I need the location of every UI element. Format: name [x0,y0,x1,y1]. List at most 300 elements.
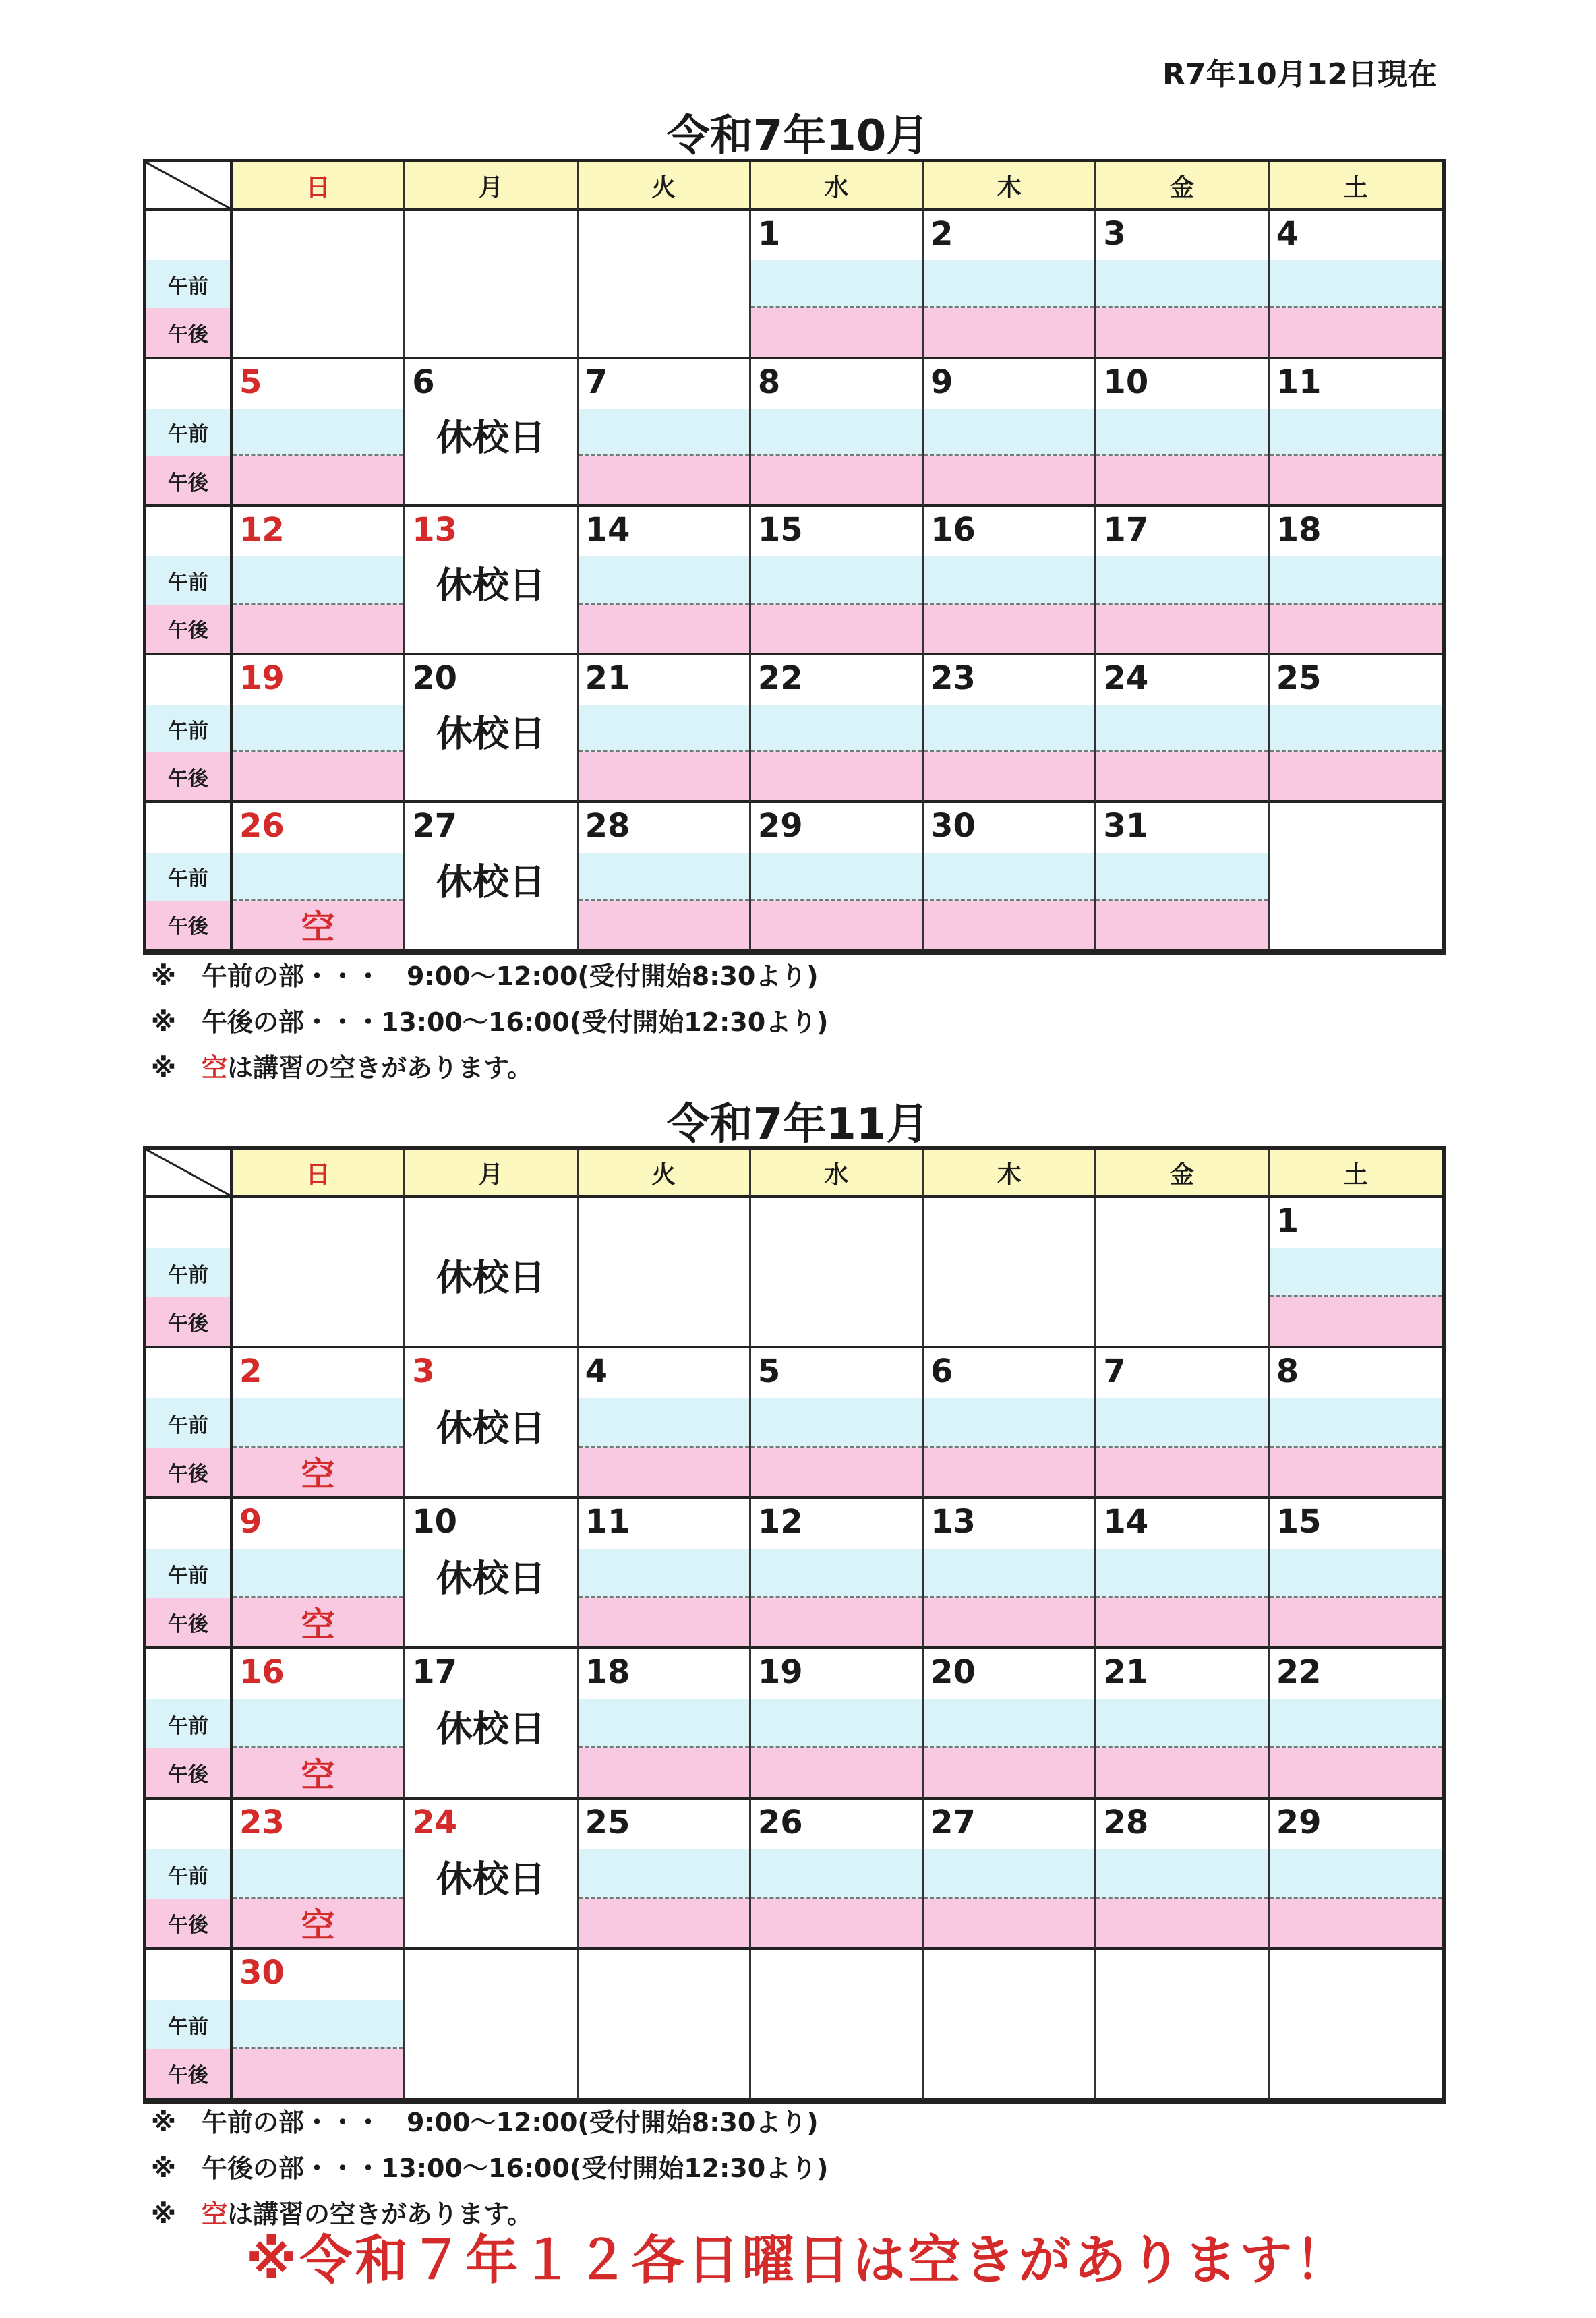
pm-label: 午後 [146,2049,230,2098]
pm-slot [579,456,749,504]
am-slot [751,1849,922,1898]
session-label [146,359,233,508]
day-cell [233,1649,405,1800]
am-slot [751,1549,922,1597]
empty-cell [1096,1198,1269,1348]
session-label [146,803,233,951]
day-number: 20 [412,659,458,697]
am-slot [751,409,922,456]
am-slot [924,1549,1094,1597]
day-number: 24 [412,1804,458,1841]
day-cell [579,1800,751,1950]
weekday-header: 土 [1270,162,1442,211]
day-cell [579,655,751,804]
day-cell [405,1499,578,1649]
am-label: 午前 [146,1248,230,1299]
day-number: 2 [239,1353,262,1390]
pm-slot [924,308,1094,356]
day-cell [579,1649,751,1800]
day-cell [751,1649,924,1800]
corner-cell [146,162,233,211]
pm-slot [924,752,1094,800]
day-cell [751,211,924,359]
am-slot [751,705,922,752]
pm-slot [1270,1748,1442,1797]
day-number: 1 [1276,1202,1299,1240]
am-label: 午前 [146,1398,230,1449]
day-cell [924,803,1096,951]
weekday-header: 月 [405,162,578,211]
am-slot [1096,409,1267,456]
day-cell [1270,211,1442,359]
day-number: 14 [585,511,630,549]
day-cell [1096,211,1269,359]
day-number: 8 [1276,1353,1299,1390]
weekday-header: 火 [579,1150,751,1198]
day-cell [924,211,1096,359]
weekday-header: 金 [1096,162,1269,211]
october-notes [151,953,829,1091]
day-number: 29 [1276,1804,1322,1841]
day-number: 16 [239,1653,285,1691]
am-slot [233,1549,403,1597]
pm-slot [579,901,749,949]
weekday-header: 水 [751,1150,924,1198]
am-slot [924,1699,1094,1748]
pm-slot [1270,1598,1442,1646]
am-slot [1270,409,1442,456]
pm-slot [579,605,749,653]
empty-cell [579,1950,751,2100]
day-number: 3 [1103,215,1126,253]
am-label: 午前 [146,260,230,310]
session-label [146,1499,233,1649]
day-number: 17 [1103,511,1149,549]
empty-cell [924,1198,1096,1348]
day-cell [579,507,751,655]
am-slot [233,1849,403,1898]
weekday-header: 金 [1096,1150,1269,1198]
available-mark: 空 [301,1605,335,1644]
day-cell [1096,507,1269,655]
pm-slot [1096,1448,1267,1496]
weekday-header: 土 [1270,1150,1442,1198]
day-number: 10 [1103,363,1149,401]
november-notes [151,2100,829,2237]
am-label: 午前 [146,1549,230,1599]
pm-label: 午後 [146,1448,230,1496]
day-number: 15 [757,511,803,549]
avail-note-word: 空 [201,1053,227,1083]
pm-slot [924,605,1094,653]
pm-slot [751,456,922,504]
pm-note: ※ 午後の部・・・13:00～16:00(受付開始12:30より) [151,1007,829,1037]
november-calendar [143,1146,1446,2104]
pm-slot [579,1598,749,1646]
pm-slot [1096,308,1267,356]
day-number: 22 [1276,1653,1322,1691]
am-slot [579,1398,749,1447]
am-label: 午前 [146,853,230,903]
day-cell [233,1499,405,1649]
weekday-header: 木 [924,1150,1096,1198]
day-cell [1270,1499,1442,1649]
am-slot [579,1699,749,1748]
empty-cell [579,1198,751,1348]
day-cell [405,1800,578,1950]
am-slot [924,556,1094,604]
pm-slot [751,308,922,356]
am-note: ※ 午前の部・・・ 9:00～12:00(受付開始8:30より) [151,961,819,991]
day-number: 23 [239,1804,285,1841]
empty-cell [233,1198,405,1348]
am-slot [1270,1248,1442,1297]
day-number: 5 [239,363,262,401]
day-number: 18 [585,1653,630,1691]
pm-slot [1096,1899,1267,1947]
day-number: 14 [1103,1503,1149,1541]
day-number: 2 [930,215,953,253]
empty-cell [924,1950,1096,2100]
october-calendar [143,159,1446,955]
day-number: 27 [930,1804,976,1841]
am-slot [924,260,1094,308]
session-label [146,211,233,359]
pm-slot [1096,752,1267,800]
day-cell [1096,1499,1269,1649]
day-cell [579,359,751,508]
am-slot [924,409,1094,456]
pm-slot [924,1899,1094,1947]
closed-day-label: 休校日 [436,1557,545,1600]
day-number: 4 [1276,215,1299,253]
avail-note-word: 空 [201,2199,227,2229]
day-number: 25 [1276,659,1322,697]
day-cell [751,1348,924,1499]
pm-slot [1270,308,1442,356]
day-number: 19 [757,1653,803,1691]
empty-cell [405,1950,578,2100]
am-slot [1096,705,1267,752]
empty-cell [751,1198,924,1348]
session-label [146,655,233,804]
pm-slot [233,456,403,504]
closed-day-label: 休校日 [436,712,545,755]
pm-label: 午後 [146,1297,230,1346]
day-cell [1096,655,1269,804]
pm-slot [1270,1899,1442,1947]
pm-slot [924,456,1094,504]
day-number: 7 [585,363,608,401]
avail-note-prefix: ※ [151,1053,202,1083]
day-number: 26 [239,807,285,845]
day-cell [924,655,1096,804]
day-cell [405,359,578,508]
am-slot [579,853,749,901]
day-cell [751,655,924,804]
day-number: 17 [412,1653,458,1691]
closed-day-label: 休校日 [436,1707,545,1750]
day-cell [405,655,578,804]
am-slot [751,853,922,901]
day-cell [579,1348,751,1499]
day-number: 21 [1103,1653,1149,1691]
day-number: 25 [585,1804,630,1841]
available-mark: 空 [301,1905,335,1945]
pm-slot [751,605,922,653]
am-label: 午前 [146,1849,230,1900]
pm-slot [1270,1448,1442,1496]
session-label [146,1198,233,1348]
october-title: 令和7年10月 [666,111,930,161]
am-note: ※ 午前の部・・・ 9:00～12:00(受付開始8:30より) [151,2108,819,2137]
pm-label: 午後 [146,1899,230,1947]
pm-slot [233,2049,403,2098]
day-number: 30 [239,1954,285,1992]
am-slot [233,409,403,456]
pm-slot [1096,456,1267,504]
closed-day-label: 休校日 [436,1858,545,1901]
day-number: 27 [412,807,458,845]
am-slot [579,409,749,456]
pm-label: 午後 [146,308,230,356]
day-number: 1 [757,215,781,253]
pm-slot [924,1598,1094,1646]
day-cell [1096,803,1269,951]
day-number: 21 [585,659,630,697]
pm-slot [1096,1598,1267,1646]
am-slot [1270,705,1442,752]
pm-slot [924,901,1094,949]
day-cell [1096,1649,1269,1800]
am-label: 午前 [146,409,230,458]
am-slot [1270,260,1442,308]
am-slot [1096,853,1267,901]
pm-label: 午後 [146,456,230,504]
day-number: 6 [412,363,435,401]
day-number: 5 [757,1353,781,1390]
am-slot [1270,1549,1442,1597]
pm-slot [751,1899,922,1947]
empty-cell [233,211,405,359]
day-cell [233,1348,405,1499]
day-cell [924,1348,1096,1499]
day-number: 22 [757,659,803,697]
day-number: 18 [1276,511,1322,549]
pm-slot [233,605,403,653]
day-number: 31 [1103,807,1149,845]
day-cell [405,803,578,951]
day-cell [1270,655,1442,804]
day-cell [1096,1348,1269,1499]
pm-slot [1270,605,1442,653]
day-number: 16 [930,511,976,549]
am-label: 午前 [146,2000,230,2050]
november-title: 令和7年11月 [666,1100,930,1150]
am-slot [233,1699,403,1748]
day-cell [233,507,405,655]
day-number: 9 [930,363,953,401]
am-slot [1096,556,1267,604]
weekday-header: 木 [924,162,1096,211]
day-cell [1270,359,1442,508]
day-cell [1096,359,1269,508]
pm-slot [579,752,749,800]
available-mark: 空 [301,908,335,947]
day-cell [405,1649,578,1800]
am-slot [233,2000,403,2048]
pm-slot [924,1748,1094,1797]
day-number: 19 [239,659,285,697]
day-number: 29 [757,807,803,845]
day-cell [579,803,751,951]
session-label [146,1649,233,1800]
pm-label: 午後 [146,1598,230,1646]
am-slot [579,1849,749,1898]
day-number: 24 [1103,659,1149,697]
day-number: 20 [930,1653,976,1691]
pm-slot [1270,1297,1442,1346]
day-number: 9 [239,1503,262,1541]
day-cell [751,1800,924,1950]
am-slot [751,556,922,604]
pm-slot [1096,605,1267,653]
weekday-header: 月 [405,1150,578,1198]
session-label [146,507,233,655]
day-cell [1270,1198,1442,1348]
pm-slot [579,1448,749,1496]
bottom-notice: ※令和７年１２各日曜日は空きがあります！ [245,2230,1351,2291]
day-number: 3 [412,1353,435,1390]
session-label [146,1800,233,1950]
am-slot [1096,1699,1267,1748]
as-of-date: R7年10月12日現在 [1162,57,1437,92]
pm-label: 午後 [146,752,230,800]
weekday-header: 水 [751,162,924,211]
am-slot [233,705,403,752]
closed-day-label: 休校日 [436,1256,545,1299]
avail-note-prefix: ※ [151,2199,202,2229]
avail-note-rest: は講習の空きがあります。 [227,2199,533,2229]
am-slot [924,705,1094,752]
pm-label: 午後 [146,901,230,949]
empty-cell [751,1950,924,2100]
weekday-header: 火 [579,162,751,211]
day-cell [405,1348,578,1499]
pm-note: ※ 午後の部・・・13:00～16:00(受付開始12:30より) [151,2153,829,2183]
day-cell [233,803,405,951]
day-cell [1096,1800,1269,1950]
pm-slot [1270,456,1442,504]
day-number: 13 [930,1503,976,1541]
pm-slot [751,752,922,800]
day-number: 7 [1103,1353,1126,1390]
day-number: 28 [585,807,630,845]
am-slot [233,1398,403,1447]
pm-slot [1096,1748,1267,1797]
day-cell [233,1950,405,2100]
day-cell [579,1499,751,1649]
day-number: 28 [1103,1804,1149,1841]
am-slot [751,1398,922,1447]
pm-slot [751,1448,922,1496]
day-number: 23 [930,659,976,697]
day-cell [751,1499,924,1649]
avail-note-rest: は講習の空きがあります。 [227,1053,533,1083]
am-label: 午前 [146,1699,230,1750]
day-number: 11 [585,1503,630,1541]
am-slot [233,853,403,901]
pm-slot [579,1748,749,1797]
day-number: 30 [930,807,976,845]
am-label: 午前 [146,556,230,606]
day-cell [233,655,405,804]
corner-cell [146,1150,233,1198]
empty-cell [405,1198,578,1348]
day-cell [924,1499,1096,1649]
day-cell [751,803,924,951]
pm-slot [751,901,922,949]
am-slot [579,1549,749,1597]
day-cell [1270,1649,1442,1800]
day-cell [1270,1348,1442,1499]
day-cell [924,1649,1096,1800]
am-slot [579,556,749,604]
pm-slot [1096,901,1267,949]
available-mark: 空 [301,1454,335,1494]
am-slot [924,853,1094,901]
pm-slot [1270,752,1442,800]
am-slot [1096,1549,1267,1597]
am-label: 午前 [146,705,230,754]
weekday-header: 日 [233,1150,405,1198]
day-cell [924,507,1096,655]
empty-cell [1270,803,1442,951]
pm-slot [751,1598,922,1646]
empty-cell [405,211,578,359]
am-slot [751,1699,922,1748]
day-cell [751,359,924,508]
am-slot [924,1849,1094,1898]
day-cell [233,1800,405,1950]
empty-cell [579,211,751,359]
weekday-header: 日 [233,162,405,211]
day-number: 15 [1276,1503,1322,1541]
available-mark: 空 [301,1755,335,1795]
closed-day-label: 休校日 [436,416,545,459]
am-slot [1270,1398,1442,1447]
empty-cell [1096,1950,1269,2100]
day-cell [405,507,578,655]
day-number: 13 [412,511,458,549]
am-slot [1096,260,1267,308]
day-cell [233,359,405,508]
pm-slot [924,1448,1094,1496]
am-slot [1270,1849,1442,1898]
day-number: 11 [1276,363,1322,401]
am-slot [924,1398,1094,1447]
empty-cell [1270,1950,1442,2100]
session-label [146,1950,233,2100]
am-slot [1096,1849,1267,1898]
avail-note [151,1045,829,1091]
day-cell [924,1800,1096,1950]
pm-label: 午後 [146,1748,230,1797]
pm-slot [579,1899,749,1947]
day-cell [1270,507,1442,655]
pm-slot [233,752,403,800]
pm-label: 午後 [146,605,230,653]
